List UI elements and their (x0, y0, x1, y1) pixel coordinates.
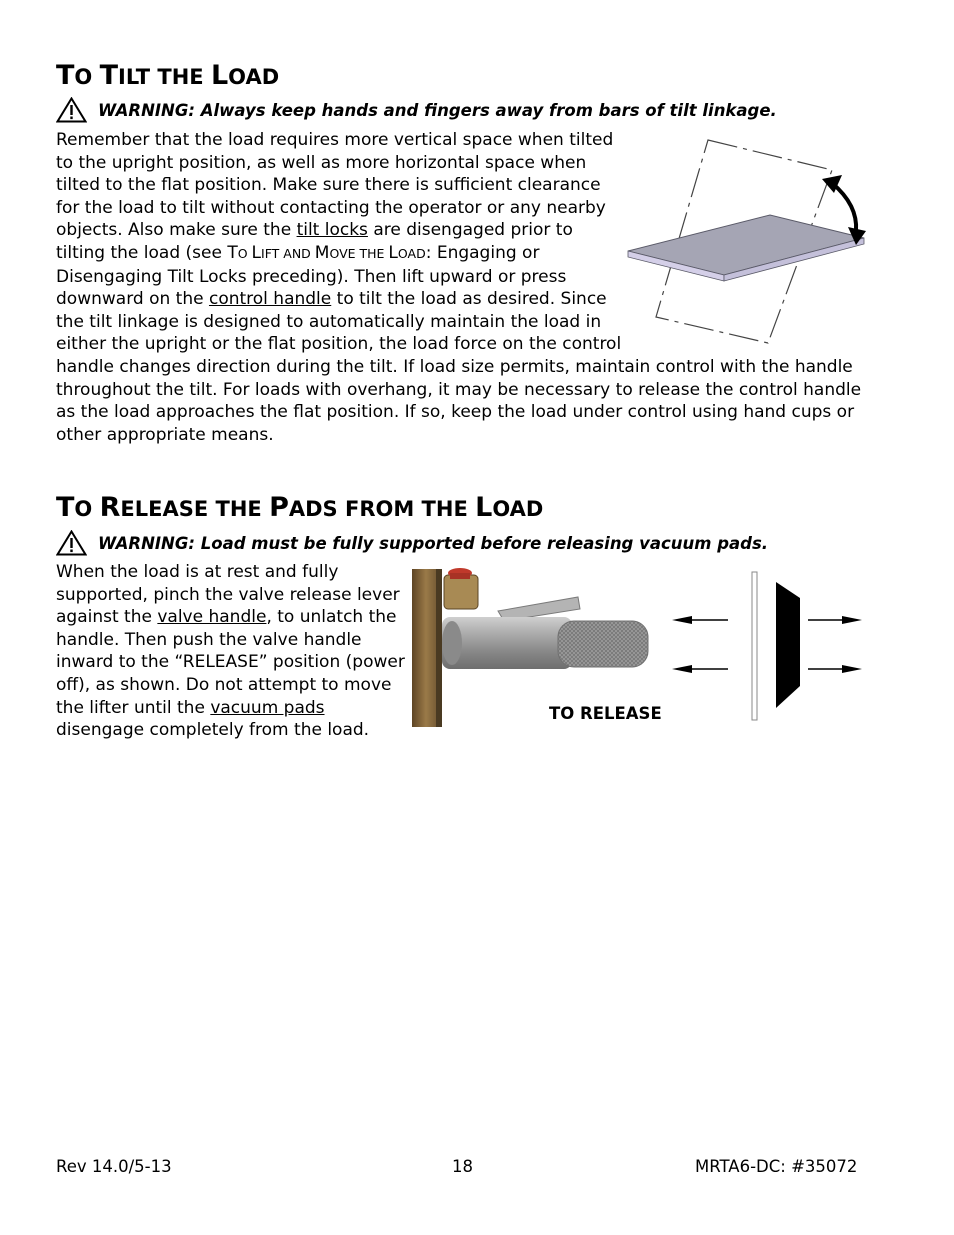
text-line: off), as shown. Do not attempt to move (56, 674, 392, 695)
title-part: T (227, 242, 238, 263)
text-run: to tilt the load as desired. Since (331, 289, 607, 310)
shaft-collar (442, 621, 462, 665)
text-line: disengage completely from the load. (56, 720, 370, 741)
cross-reference (227, 243, 425, 263)
left-arrow-icon (672, 665, 728, 673)
text-line: tilted to the flat position. Make sure there is sufficient clearance (56, 175, 601, 196)
title-part: T (56, 60, 75, 91)
link-control-handle[interactable]: control handle (208, 289, 332, 310)
release-arrows-diagram (668, 568, 878, 728)
text-run: objects. Also make sure the (56, 220, 297, 241)
title-part: ADS FROM THE (288, 497, 476, 521)
text-line (56, 697, 405, 720)
text-run: the lifter until the (56, 697, 211, 718)
left-arrow-icon (672, 616, 728, 624)
right-arrow-icon (808, 616, 862, 624)
release-instructions (56, 561, 405, 742)
text-line: throughout the tilt. For loads with overhang, it may be necessary to release the control handle (56, 379, 862, 400)
text-run: : Engaging or (425, 242, 540, 263)
text-run: tilting the load (see (56, 242, 228, 263)
text-run: downward on the (56, 289, 209, 310)
warning-triangle-icon (56, 97, 87, 123)
warning-text: WARNING: Always keep hands and fingers away from bars of tilt linkage. (98, 100, 777, 120)
text-line: other appropriate means. (56, 424, 274, 445)
footer-revision: Rev 14.0/5-13 (56, 1157, 172, 1176)
title-part: OAD (492, 497, 544, 521)
red-valve-cap (450, 573, 470, 579)
title-part: O (237, 245, 252, 261)
title-part: ELEASE THE (120, 497, 270, 521)
title-part: O (74, 497, 100, 521)
text-line: Remember that the load requires more vertical space when tilted (56, 130, 614, 150)
link-vacuum-pads[interactable]: vacuum pads (210, 697, 325, 718)
text-run: are disengaged prior to (367, 220, 573, 241)
warning-tilt (56, 97, 777, 123)
right-arrow-icon (808, 665, 862, 673)
section-title-release-pads (56, 492, 543, 523)
text-line: as the load approaches the flat position. If so, keep the load under control using hand cups or (56, 402, 855, 423)
warning-triangle-icon (56, 530, 87, 556)
tilt-diagram (620, 135, 876, 350)
link-tilt-locks[interactable]: tilt locks (296, 220, 368, 241)
title-part: R (99, 492, 121, 523)
footer-page-number: 18 (452, 1157, 473, 1176)
knurled-grip (558, 621, 648, 667)
text-line (56, 606, 405, 629)
title-part: T (99, 60, 119, 91)
footer-doc-id: MRTA6-DC: #35072 (695, 1157, 858, 1176)
title-part: O (74, 65, 100, 89)
text-line: either the upright or the flat position, the load force on the control (56, 334, 622, 355)
title-part: P (269, 492, 289, 523)
text-run: , to unlatch the (266, 607, 397, 628)
link-valve-handle[interactable]: valve handle (157, 607, 267, 628)
title-part: L (388, 242, 398, 263)
text-line: Disengaging Tilt Locks preceding). Then lift upward or press (56, 266, 567, 287)
title-part: OVE THE (329, 245, 389, 261)
warning-release (56, 530, 768, 556)
text-line: inward to the “RELEASE” position (power (56, 652, 405, 673)
section-title-tilt-load (56, 60, 279, 91)
text-line: handle changes direction during the tilt. If load size permits, maintain control with the handle (56, 356, 853, 377)
text-run: against the (56, 607, 158, 628)
text-line: handle. Then push the valve handle (56, 629, 362, 650)
vacuum-pad (776, 582, 800, 708)
title-part: T (56, 492, 75, 523)
text-line: the tilt linkage is designed to automatically maintain the load in (56, 311, 602, 332)
text-line: for the load to tilt without contacting the operator or any nearby (56, 197, 606, 218)
brass-fitting (444, 575, 478, 609)
title-part: L (251, 242, 262, 263)
bracket-edge (436, 569, 442, 727)
warning-text: WARNING: Load must be fully supported before releasing vacuum pads. (98, 533, 769, 553)
text-line: supported, pinch the valve release lever (56, 584, 400, 605)
text-line: to the upright position, as well as more horizontal space when (56, 152, 587, 173)
title-part: ILT THE (118, 65, 211, 89)
title-part: OAD (397, 245, 426, 261)
title-part: L (475, 492, 493, 523)
title-part: M (314, 242, 330, 263)
title-part: OAD (228, 65, 280, 89)
title-part: IFT AND (261, 245, 315, 261)
text-line: When the load is at rest and fully (56, 562, 339, 582)
title-part: L (210, 60, 229, 91)
glass-load (752, 572, 757, 720)
figure-caption: TO RELEASE (549, 704, 662, 723)
mounting-bracket (412, 569, 440, 727)
